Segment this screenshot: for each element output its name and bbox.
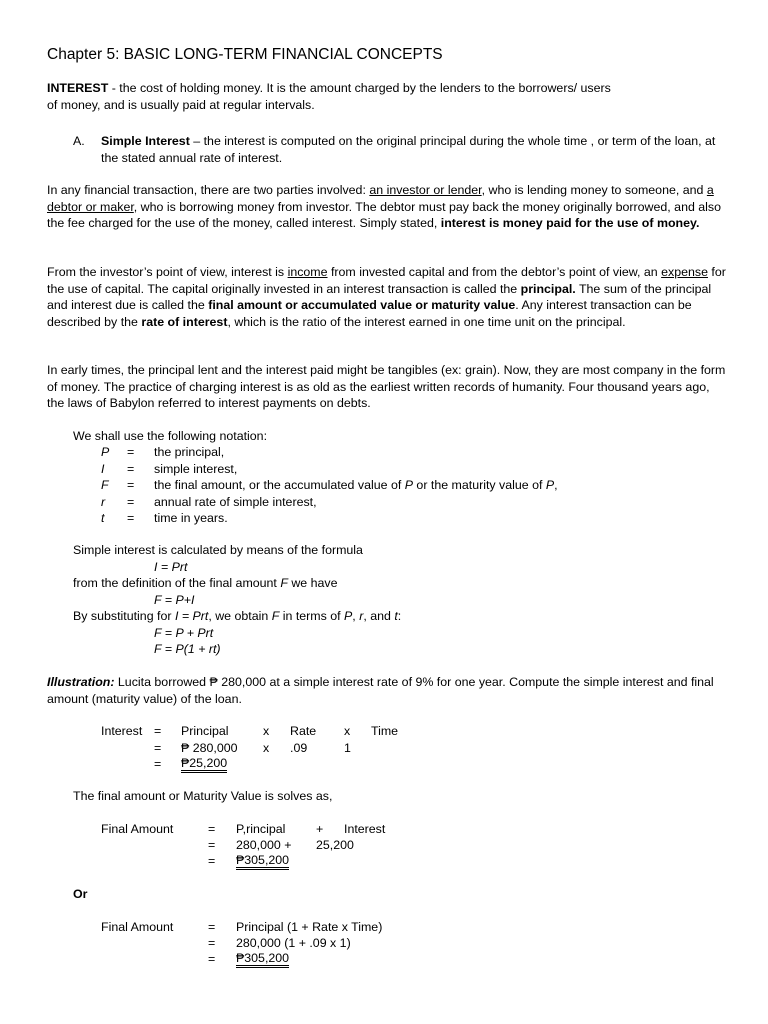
calc-equals: = [154, 724, 162, 738]
formula-text: , and [363, 609, 395, 623]
para2-text-5: . Any interest transaction can be described by the [47, 298, 692, 329]
notation-description: the principal, [154, 445, 225, 459]
calc-equals: = [208, 952, 216, 966]
expense-term: expense [661, 265, 708, 279]
formula-simple-interest: I = Prt [154, 560, 188, 574]
notation-description: simple interest, [154, 462, 238, 476]
maturity-intro: The final amount or Maturity Value is solves as, [73, 789, 333, 803]
para2-text-2: from invested capital and from the debtor’s point of view, an [327, 265, 662, 279]
formula-var: P [344, 609, 353, 623]
formula-var: F [271, 609, 280, 623]
para1-text-1: In any financial transaction, there are two parties involved: [47, 183, 370, 197]
calc-equals: = [208, 936, 216, 950]
interest-term: INTEREST [47, 81, 109, 95]
or-separator: Or [73, 887, 88, 901]
notation-symbol: P [101, 445, 110, 459]
para1-bold-conclusion: interest is money paid for the use of money. [440, 216, 700, 231]
calc-header-rate: Rate [290, 724, 317, 738]
calc-substituted: 280,000 (1 + .09 x 1) [236, 936, 351, 950]
calc-header-principal: Principal [181, 724, 229, 738]
interest-definition-text: - the cost of holding money. It is the amount charged by the lenders to the borrowers/ users of money, and is usually paid at regular intervals. [47, 81, 611, 112]
calc-header-time: Time [371, 724, 399, 738]
notation-symbol: I [101, 462, 105, 476]
notation-symbol: t [101, 511, 105, 525]
formula-var: r [359, 609, 364, 623]
calc-value-rate: .09 [290, 741, 308, 755]
calc-value-time: 1 [344, 741, 351, 755]
income-term: income [287, 265, 328, 279]
notation-equals: = [127, 478, 135, 492]
formula-text: from the definition of the final amount [73, 576, 281, 590]
list-marker-a: A. [73, 134, 85, 148]
formula-text: , [352, 609, 360, 623]
calc-final-result: ₱305,200 [236, 951, 289, 968]
notation-description [154, 477, 558, 494]
notation-description: time in years. [154, 511, 228, 525]
calc-times: x [263, 741, 270, 755]
notation-equals: = [127, 445, 135, 459]
investor-term: an investor or lender [369, 183, 482, 197]
formula-final-definition [73, 575, 338, 592]
parties-paragraph [47, 182, 727, 232]
para1-text-2: , who is lending money to someone, and [481, 183, 707, 197]
formula-text: we have [287, 576, 338, 590]
formula-substitution [73, 608, 401, 625]
notation-intro: We shall use the following notation: [73, 429, 268, 443]
formula-text: in terms of [279, 609, 345, 623]
history-paragraph: In early times, the principal lent and the interest paid might be tangibles (ex: grain). Now, they are most company in the form of money. The practice of charging interest is as old as the earliest written records of humanity. Four thousand years ago, the laws of Babylon referred to interest payments on debts. [47, 363, 726, 411]
calc-times: x [263, 724, 270, 738]
calc-times: x [344, 724, 351, 738]
calc-value-interest: 25,200 [316, 838, 354, 852]
notation-equals: = [127, 462, 135, 476]
illustration-label: Illustration: [47, 675, 115, 689]
calc-header-interest: Interest [344, 822, 386, 836]
simple-interest-text: – the interest is computed on the original principal during the whole time , or term of the loan, at the stated annual rate of interest. [101, 134, 716, 165]
notation-desc-var: P [545, 478, 555, 492]
formula-final-factored: F = P(1 + rt) [154, 642, 221, 656]
viewpoint-paragraph [47, 264, 727, 330]
final-amount-term: final amount or accumulated value or maturity value [208, 298, 516, 313]
calc-equals: = [154, 757, 162, 771]
para2-text-4: The sum of the principal and interest due is called the [47, 281, 712, 313]
rate-term: rate of interest [141, 314, 228, 329]
principal-term: principal. [520, 281, 576, 296]
notation-desc-var: P [404, 478, 413, 492]
calc-final-result: ₱305,200 [236, 853, 289, 870]
para2-text-6: , which is the ratio of the interest earned in one time unit on the principal. [227, 314, 626, 329]
calc-value-principal: 280,000 + [236, 838, 292, 852]
calc-equals: = [208, 838, 216, 852]
formula-var: t [394, 609, 398, 623]
calc-header-principal: P,rincipal [236, 822, 286, 836]
para2-text-3: for the use of capital. The capital originally invested in an interest transaction is called the [47, 265, 726, 296]
simple-interest-term: Simple Interest [101, 134, 190, 148]
notation-equals: = [127, 495, 135, 509]
notation-symbol: r [101, 495, 106, 509]
para1-text-3: , who is borrowing money from investor. The debtor must pay back the money originally borrowed, and also the fee charged for the use of the money, called interest. Simply stated, [47, 199, 722, 231]
calc-label: Final Amount [101, 822, 174, 836]
illustration-paragraph [47, 674, 727, 707]
calc-label: Interest [101, 724, 143, 738]
illustration-text: Lucita borrowed ₱ 280,000 at a simple interest rate of 9% for one year. Compute the simple interest and final amount (maturity value) of the loan. [47, 675, 714, 706]
notation-desc-part: or the maturity value of [412, 478, 546, 492]
debtor-term: a debtor or maker [47, 183, 714, 214]
formula-var: F [280, 576, 288, 590]
formula-text: By substituting for [73, 609, 175, 623]
formula-text: , we obtain [208, 609, 272, 623]
chapter-title: Chapter 5: BASIC LONG-TERM FINANCIAL CONCEPTS [47, 46, 443, 63]
calc-equals: = [208, 822, 216, 836]
formula-final-amount: F = P+I [154, 593, 195, 607]
notation-equals: = [127, 511, 135, 525]
formula-intro: Simple interest is calculated by means of the formula [73, 543, 363, 557]
calc-plus: + [316, 822, 324, 836]
calc-formula: Principal (1 + Rate x Time) [236, 920, 383, 934]
notation-desc-part: , [554, 478, 558, 492]
formula-final-expanded: F = P + Prt [154, 626, 214, 640]
calc-value-principal: ₱ 280,000 [181, 741, 238, 755]
calc-equals: = [208, 854, 216, 868]
interest-definition [47, 80, 622, 113]
para2-text-1: From the investor’s point of view, interest is [47, 265, 288, 279]
formula-var: I = Prt [174, 609, 209, 623]
notation-description: annual rate of simple interest, [154, 495, 317, 509]
formula-text: : [397, 609, 402, 623]
calc-equals: = [208, 920, 216, 934]
calc-equals: = [154, 741, 162, 755]
simple-interest-definition [101, 133, 731, 166]
calc-label: Final Amount [101, 920, 174, 934]
notation-symbol: F [101, 478, 109, 492]
calc-interest-result: ₱25,200 [181, 756, 227, 773]
notation-desc-part: the final amount, or the accumulated value of [154, 478, 405, 492]
